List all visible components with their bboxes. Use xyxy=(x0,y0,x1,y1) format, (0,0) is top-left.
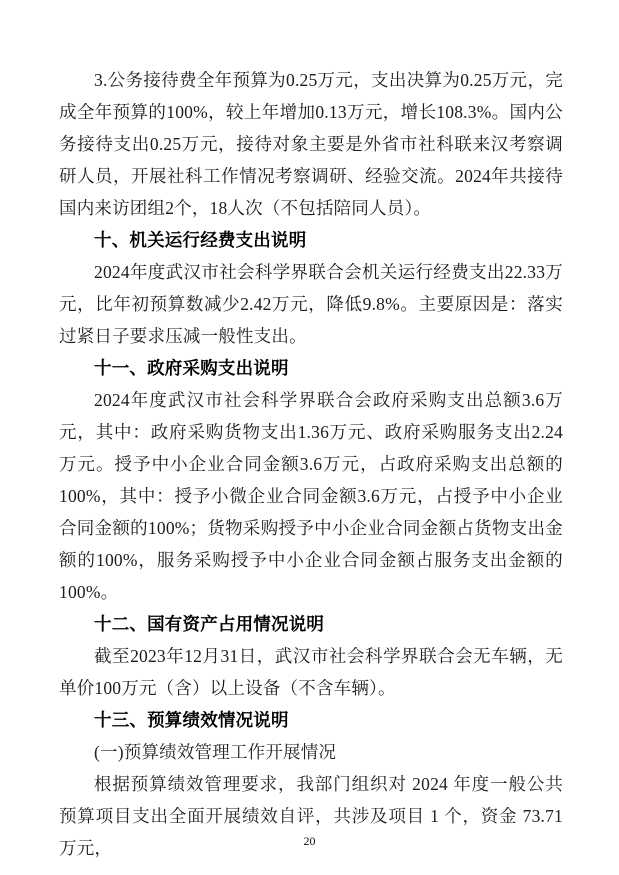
heading-section-13-budget-performance: 十三、预算绩效情况说明 xyxy=(94,710,289,730)
para-budget-performance-self-evaluation: 根据预算绩效管理要求，我部门组织对 2024 年度一般公共预算项目支出全面开展绩效自评，共涉及项目 1 个，资金 73.71 万元， xyxy=(59,774,563,858)
heading-section-10-agency-operating-expense: 十、机关运行经费支出说明 xyxy=(94,230,307,250)
para-agency-operating-expense: 2024年度武汉市社会科学界联合会机关运行经费支出22.33万元，比年初预算数减少2.42万元，降低9.8%。主要原因是：落实过紧日子要求压减一般性支出。 xyxy=(59,262,563,346)
subheading-budget-performance-management: (一)预算绩效管理工作开展情况 xyxy=(94,742,337,762)
para-government-procurement: 2024年度武汉市社会科学界联合会政府采购支出总额3.6万元，其中：政府采购货物支出1.36万元、政府采购服务支出2.24万元。授予中小企业合同金额3.6万元，占政府采购支出总额的100%，其中：授予小微企业合同金额3.6万元，占授予中小企业合同金额的100%；货物采购授予中小企业合同金额占货物支出金额的100%，服务采购授予中小企业合同金额占服务支出金额的100%。 xyxy=(59,390,563,602)
heading-section-11-government-procurement: 十一、政府采购支出说明 xyxy=(94,358,289,378)
para-official-reception-expense: 3.公务接待费全年预算为0.25万元，支出决算为0.25万元，完成全年预算的100%，较上年增加0.13万元，增长108.3%。国内公务接待支出0.25万元，接待对象主要是外省市社科联来汉考察调研人员，开展社科工作情况考察调研、经验交流。2024年共接待国内来访团组2个，18人次（不包括陪同人员）。 xyxy=(59,70,563,218)
document-body xyxy=(59,64,563,864)
page-number: 20 xyxy=(303,834,316,848)
para-state-owned-assets: 截至2023年12月31日，武汉市社会科学界联合会无车辆，无单价100万元（含）以上设备（不含车辆）。 xyxy=(59,646,563,698)
heading-section-12-state-owned-assets: 十二、国有资产占用情况说明 xyxy=(94,614,325,634)
